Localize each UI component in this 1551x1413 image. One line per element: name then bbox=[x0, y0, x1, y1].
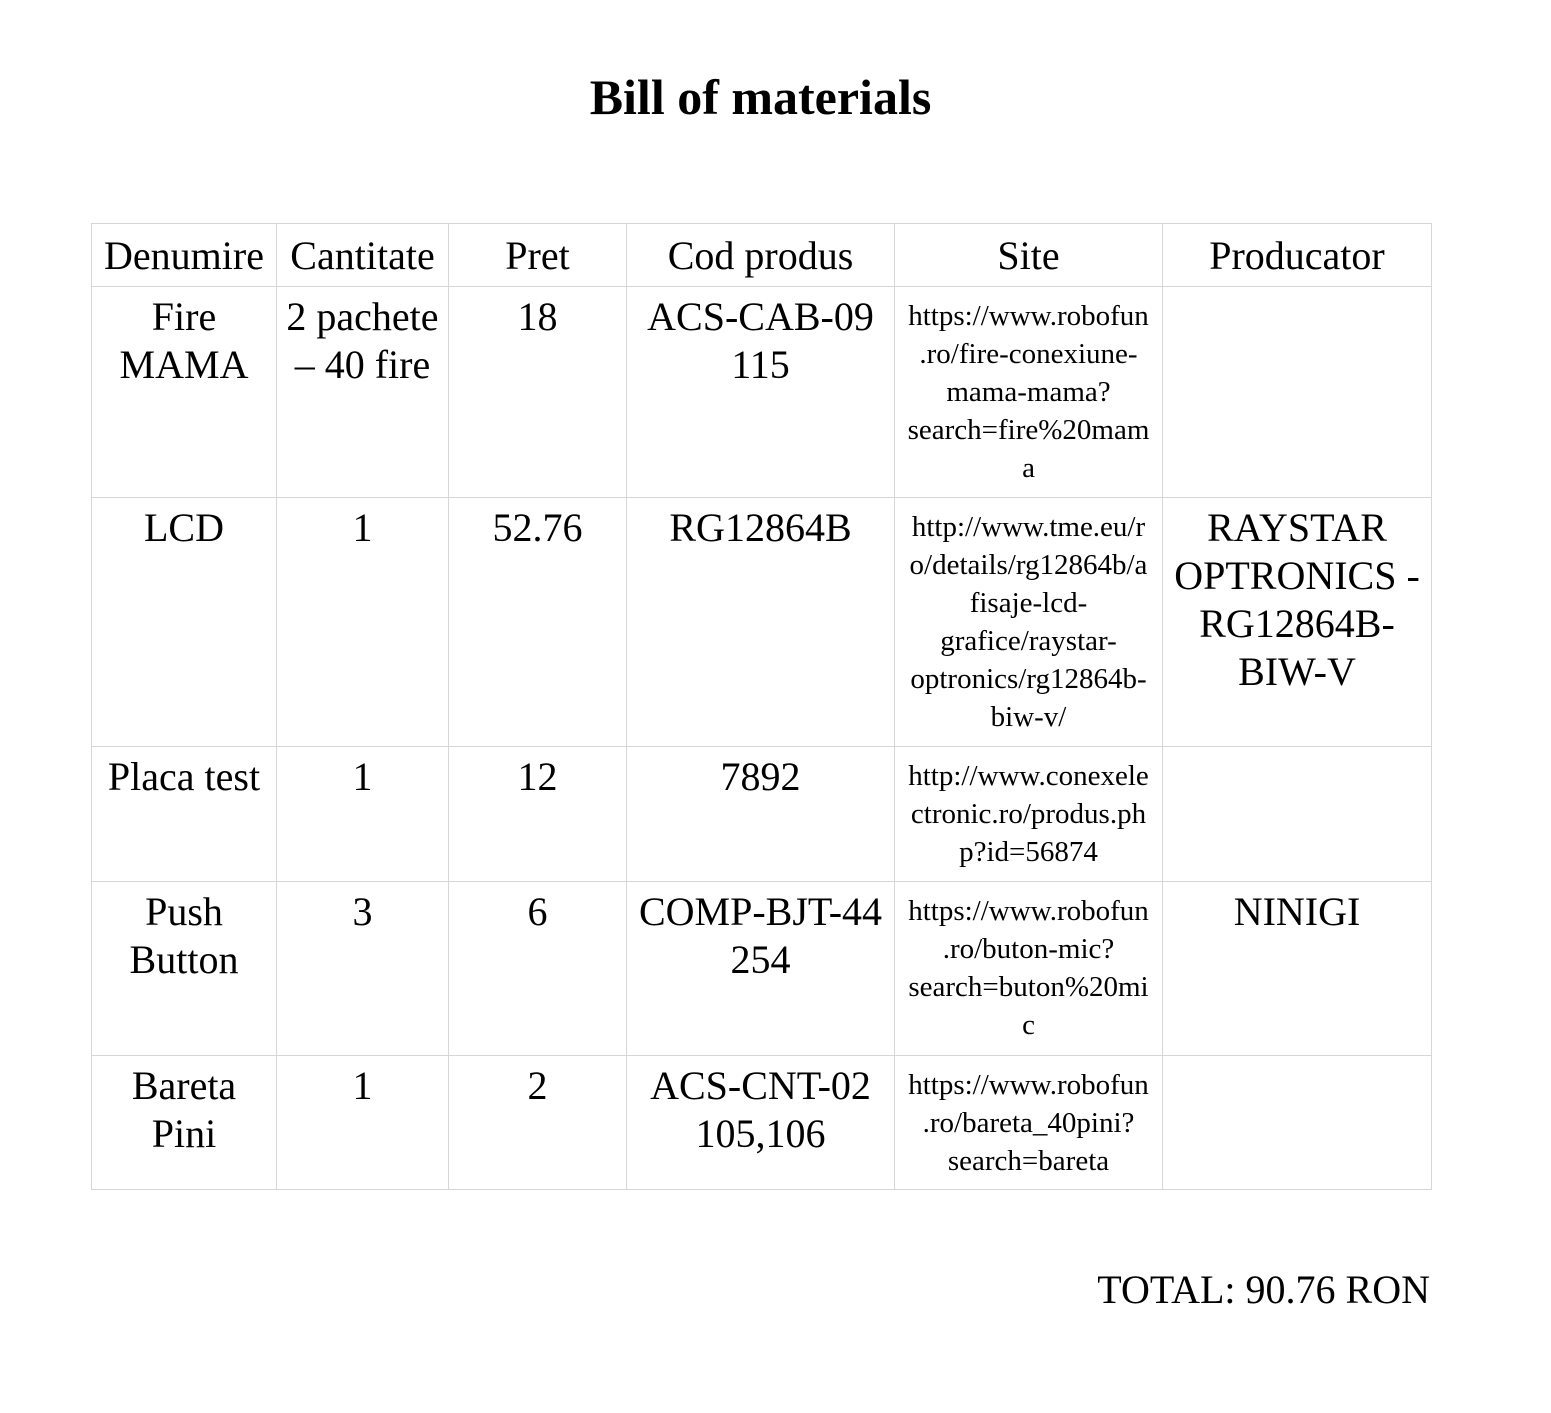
header-pret: Pret bbox=[449, 224, 627, 287]
cell-cantitate: 2 pachete – 40 fire bbox=[277, 287, 449, 498]
cell-denumire: Fire MAMA bbox=[92, 287, 277, 498]
cell-cantitate: 1 bbox=[277, 498, 449, 747]
document-title: Bill of materials bbox=[589, 69, 932, 125]
cell-denumire: LCD bbox=[92, 498, 277, 747]
cell-pret: 2 bbox=[449, 1056, 627, 1190]
cell-producator: NINIGI bbox=[1163, 882, 1432, 1056]
total-amount: TOTAL: 90.76 RON bbox=[1097, 1267, 1430, 1312]
cell-cantitate: 1 bbox=[277, 747, 449, 882]
table-row bbox=[92, 498, 1432, 747]
header-cod-produs: Cod produs bbox=[627, 224, 895, 287]
cell-producator bbox=[1163, 1056, 1432, 1190]
cell-cod-produs: RG12864B bbox=[627, 498, 895, 747]
cell-producator: RAYSTAR OPTRONICS - RG12864B-BIW-V bbox=[1163, 498, 1432, 747]
header-denumire: Denumire bbox=[92, 224, 277, 287]
table-row bbox=[92, 1056, 1432, 1190]
cell-site: https://www.robofun.ro/fire-conexiune-mama-mama?search=fire%20mama bbox=[895, 287, 1163, 498]
cell-denumire: Placa test bbox=[92, 747, 277, 882]
cell-pret: 18 bbox=[449, 287, 627, 498]
cell-site: https://www.robofun.ro/bareta_40pini?search=bareta bbox=[895, 1056, 1163, 1190]
table-row bbox=[92, 747, 1432, 882]
cell-denumire: Bareta Pini bbox=[92, 1056, 277, 1190]
cell-cod-produs: COMP-BJT-44 254 bbox=[627, 882, 895, 1056]
bill-of-materials-table bbox=[91, 223, 1432, 1190]
cell-pret: 6 bbox=[449, 882, 627, 1056]
table-row bbox=[92, 882, 1432, 1056]
cell-pret: 52.76 bbox=[449, 498, 627, 747]
cell-cantitate: 1 bbox=[277, 1056, 449, 1190]
cell-cantitate: 3 bbox=[277, 882, 449, 1056]
table-header-row bbox=[92, 224, 1432, 287]
cell-site: http://www.tme.eu/ro/details/rg12864b/afisaje-lcd-grafice/raystar-optronics/rg12864b-biw-v/ bbox=[895, 498, 1163, 747]
cell-site: https://www.robofun.ro/buton-mic?search=buton%20mic bbox=[895, 882, 1163, 1056]
cell-cod-produs: ACS-CNT-02 105,106 bbox=[627, 1056, 895, 1190]
cell-cod-produs: ACS-CAB-09 115 bbox=[627, 287, 895, 498]
header-site: Site bbox=[895, 224, 1163, 287]
cell-producator bbox=[1163, 747, 1432, 882]
cell-denumire: Push Button bbox=[92, 882, 277, 1056]
table-row bbox=[92, 287, 1432, 498]
cell-pret: 12 bbox=[449, 747, 627, 882]
cell-cod-produs: 7892 bbox=[627, 747, 895, 882]
cell-site: http://www.conexelectronic.ro/produs.php?id=56874 bbox=[895, 747, 1163, 882]
header-producator: Producator bbox=[1163, 224, 1432, 287]
cell-producator bbox=[1163, 287, 1432, 498]
header-cantitate: Cantitate bbox=[277, 224, 449, 287]
